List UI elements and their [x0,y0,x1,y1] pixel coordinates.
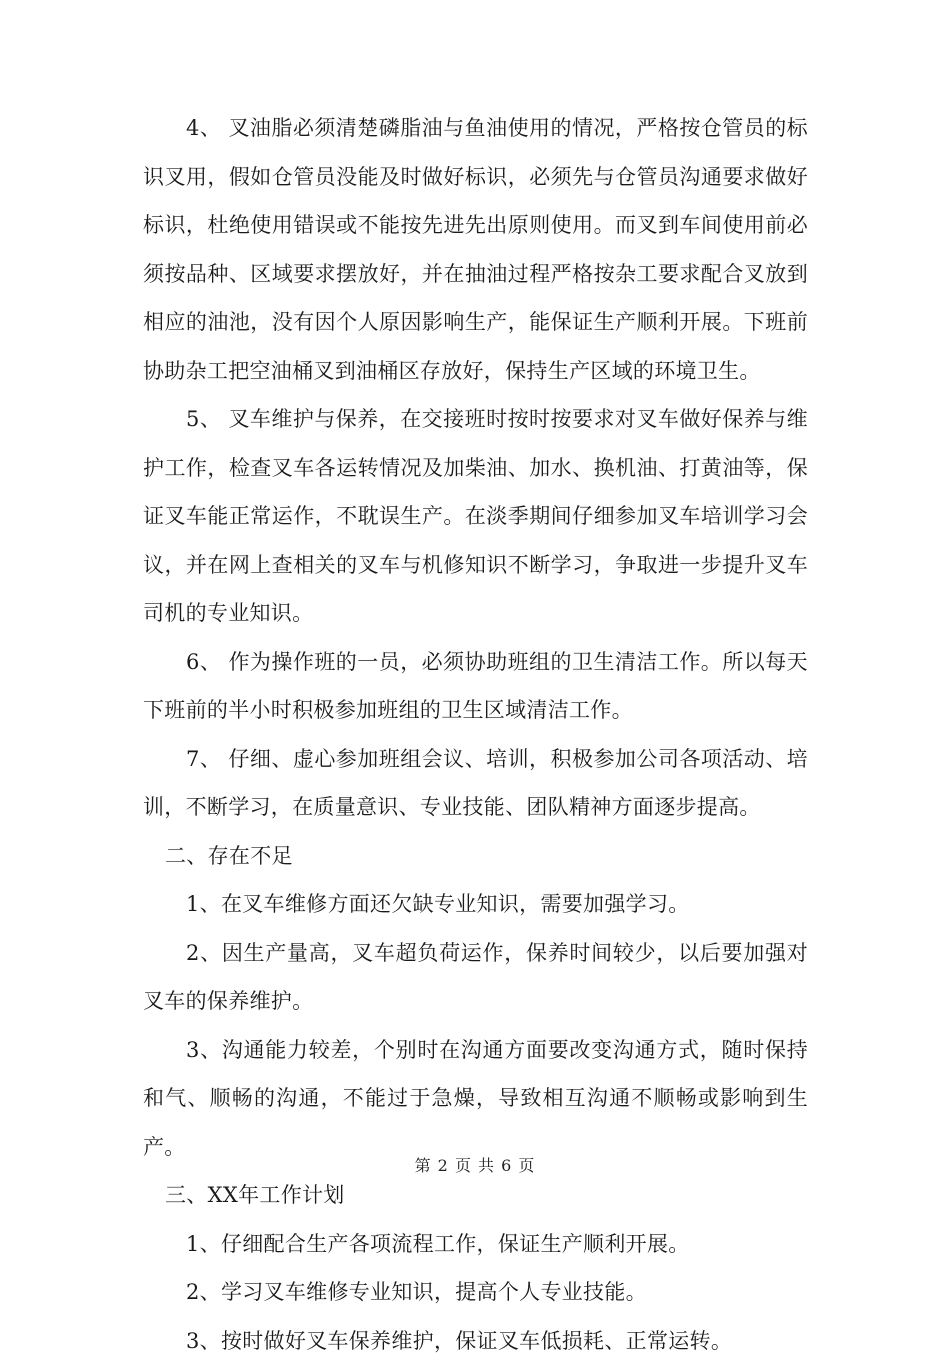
paragraph-item-7: 7、 仔细、虚心参加班组会议、培训，积极参加公司各项活动、培训，不断学习，在质量意识、专业技能、团队精神方面逐步提高。 [143,735,808,832]
plan-item-1: 1、仔细配合生产各项流程工作，保证生产顺利开展。 [143,1220,808,1269]
plan-item-3: 3、按时做好叉车保养维护，保证叉车低损耗、正常运转。 [143,1317,808,1365]
shortcoming-item-3: 3、沟通能力较差，个别时在沟通方面要改变沟通方式，随时保持和气、顺畅的沟通，不能过于急燥，导致相互沟通不顺畅或影响到生产。 [143,1026,808,1172]
shortcoming-item-1: 1、在叉车维修方面还欠缺专业知识，需要加强学习。 [143,880,808,929]
section-heading-shortcomings: 二、存在不足 [143,832,808,881]
plan-item-2: 2、学习叉车维修专业知识，提高个人专业技能。 [143,1268,808,1317]
section-heading-work-plan: 三、XX年工作计划 [143,1171,808,1220]
paragraph-item-6: 6、 作为操作班的一员，必须协助班组的卫生清洁工作。所以每天下班前的半小时积极参加班组的卫生区域清洁工作。 [143,638,808,735]
shortcoming-item-2: 2、因生产量高，叉车超负荷运作，保养时间较少，以后要加强对叉车的保养维护。 [143,929,808,1026]
page-footer: 第 2 页 共 6 页 [0,1153,950,1176]
paragraph-item-4: 4、 叉油脂必须清楚磷脂油与鱼油使用的情况，严格按仓管员的标识叉用，假如仓管员没能及时做好标识，必须先与仓管员沟通要求做好标识，杜绝使用错误或不能按先进先出原则使用。而叉到车间使用前必须按品种、区域要求摆放好，并在抽油过程严格按杂工要求配合叉放到相应的油池，没有因个人原因影响生产，能保证生产顺利开展。下班前协助杂工把空油桶叉到油桶区存放好，保持生产区域的环境卫生。 [143,104,808,395]
paragraph-item-5: 5、 叉车维护与保养，在交接班时按时按要求对叉车做好保养与维护工作，检查叉车各运转情况及加柴油、加水、换机油、打黄油等，保证叉车能正常运作，不耽误生产。在淡季期间仔细参加叉车培训学习会议，并在网上查相关的叉车与机修知识不断学习，争取进一步提升叉车司机的专业知识。 [143,395,808,638]
